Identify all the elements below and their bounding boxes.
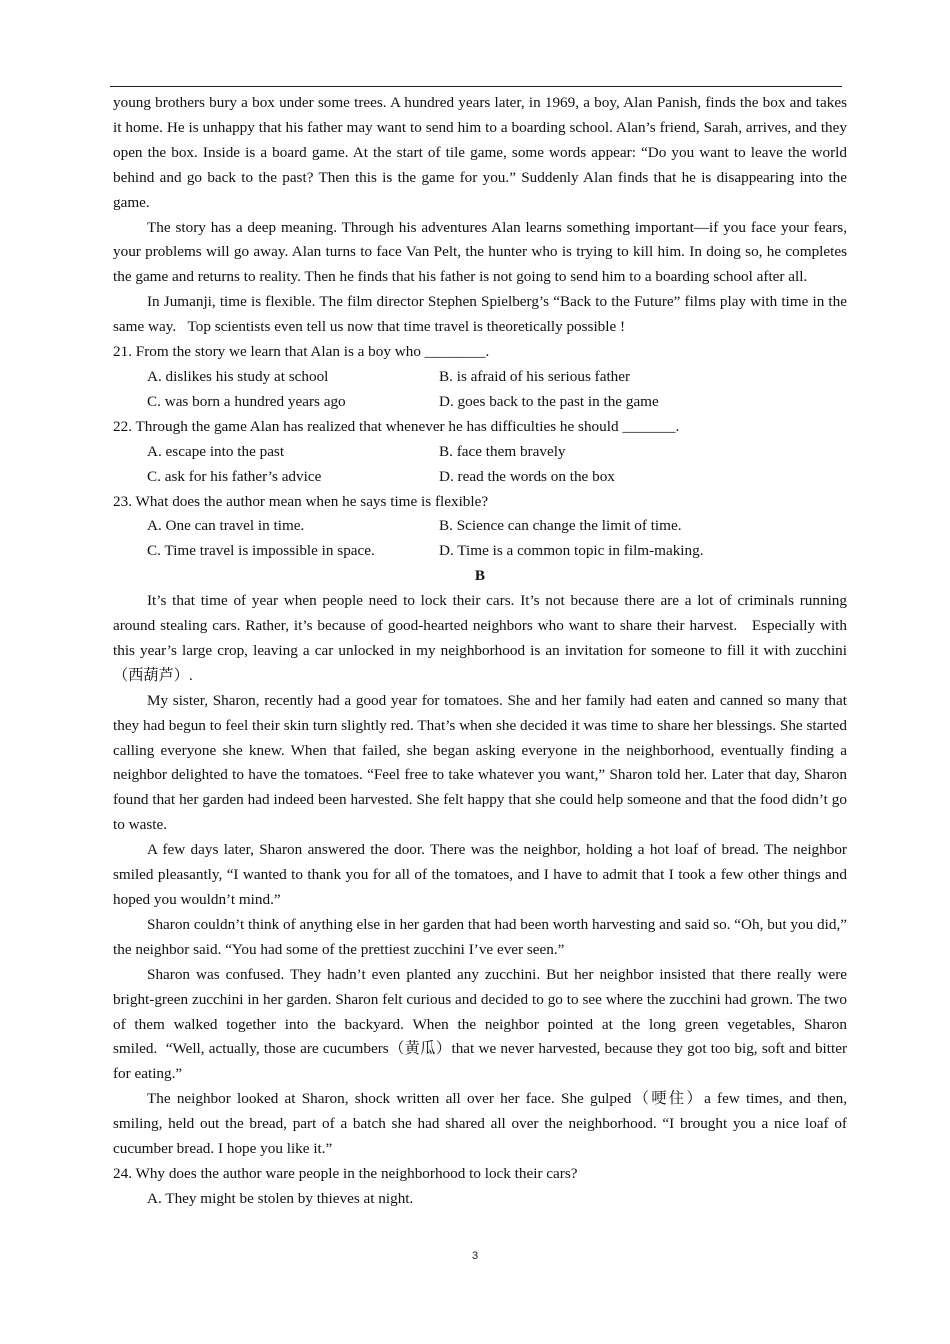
question-21-options-row [113, 390, 847, 415]
passage-b-paragraph: A few days later, Sharon answered the door. There was the neighbor, holding a hot loaf of bread. The neighbor smiled pleasantly, “I wanted to thank you for all of the tomatoes, and I have to admit that I took a few other things and hoped you wouldn’t mind.” [113, 841, 847, 908]
question-21-stem: 21. From the story we learn that Alan is a boy who ________. [113, 343, 490, 361]
option-c: C. was born a hundred years ago [147, 392, 346, 410]
passage-b-paragraph: The neighbor looked at Sharon, shock written all over her face. She gulped（哽住）a few times, and then, smiling, held out the bread, part of a batch she had shared all over the neighborhood. “I brought you a nice loaf of cucumber bread. I hope you like it.” [113, 1090, 847, 1158]
question-23-options-row [113, 514, 847, 539]
option-c: C. Time travel is impossible in space. [147, 542, 375, 560]
question-22-stem: 22. Through the game Alan has realized that whenever he has difficulties he should _______. [113, 417, 680, 435]
passage-a-paragraph: In Jumanji, time is flexible. The film director Stephen Spielberg’s “Back to the Future” films play with time in the same way. Top scientists even tell us now that time travel is theoretically possible ! [113, 293, 847, 336]
option-b: B. face them bravely [439, 442, 566, 460]
question-22-options-row [113, 440, 847, 465]
passage-a-paragraph: The story has a deep meaning. Through his adventures Alan learns something important—if you face your fears, your problems will go away. Alan turns to face Van Pelt, the hunter who is trying to kill him. In doing so, he completes the game and returns to reality. Then he finds that his father is not going to send him to a boarding school after all. [113, 218, 847, 286]
question-23-options-row [113, 539, 847, 564]
question-22-options-row [113, 465, 847, 490]
option-b: B. Science can change the limit of time. [439, 517, 682, 535]
option-a: A. One can travel in time. [147, 517, 305, 535]
passage-b-paragraph: It’s that time of year when people need to lock their cars. It’s not because there are a lot of criminals running around stealing cars. Rather, it’s because of good-hearted neighbors who want to share their harvest. Especially with this year’s large crop, leaving a car unlocked in my neighborhood is an invitation for someone to fill it with zucchini（西葫芦）. [113, 592, 847, 684]
option-d: D. read the words on the box [439, 467, 615, 485]
option-d: D. Time is a common topic in film-making. [439, 542, 704, 560]
section-b-heading: B [474, 567, 486, 585]
option-a: A. They might be stolen by thieves at night. [147, 1189, 414, 1207]
header-rule [110, 86, 842, 87]
page-number: 3 [471, 1250, 479, 1262]
question-24-options-row [113, 1187, 847, 1212]
question-21-options-row [113, 365, 847, 390]
passage-b-paragraph: My sister, Sharon, recently had a good year for tomatoes. She and her family had eaten and canned so many that they had begun to feel their skin turn slightly red. That’s when she decided it was time to share her blessings. She started calling everyone she knew. When that failed, she began asking everyone in the neighborhood, eventually finding a neighbor delighted to have the tomatoes. “Feel free to take whatever you want,” Sharon told her. Later that day, Sharon found that her garden had indeed been harvested. She felt happy that she could help someone and that the food didn’t go to waste. [113, 691, 847, 834]
passage-a-paragraph: young brothers bury a box under some trees. A hundred years later, in 1969, a boy, Alan Panish, finds the box and takes it home. He is unhappy that his father may want to send him to a boarding school. Alan’s friend, Sarah, arrives, and they open the box. Inside is a board game. At the start of tile game, some words appear: “Do you want to leave the world behind and go back to the past? Then this is the game for you.” Suddenly Alan finds that he is disappearing into the game. [113, 94, 847, 211]
passage-b-paragraph: Sharon couldn’t think of anything else in her garden that had been worth harvesting and said so. “Oh, but you did,” the neighbor said. “You had some of the prettiest zucchini I’ve ever seen.” [113, 915, 847, 958]
exam-page [113, 91, 847, 1212]
passage-b-paragraph: Sharon was confused. They hadn’t even planted any zucchini. But her neighbor insisted that there really were bright-green zucchini in her garden. Sharon felt curious and decided to go to see where the zucchini had grown. The two of them walked together into the backyard. When the neighbor pointed at the long green vegetables, Sharon smiled. “Well, actually, those are cucumbers（黄瓜）that we never harvested, because they got too big, soft and bitter for eating.” [113, 965, 847, 1083]
option-a: A. dislikes his study at school [147, 367, 329, 385]
option-a: A. escape into the past [147, 442, 285, 460]
option-c: C. ask for his father’s advice [147, 467, 322, 485]
option-d: D. goes back to the past in the game [439, 392, 659, 410]
question-23-stem: 23. What does the author mean when he says time is flexible? [113, 492, 489, 510]
question-24-stem: 24. Why does the author ware people in the neighborhood to lock their cars? [113, 1164, 578, 1182]
option-b: B. is afraid of his serious father [439, 367, 631, 385]
